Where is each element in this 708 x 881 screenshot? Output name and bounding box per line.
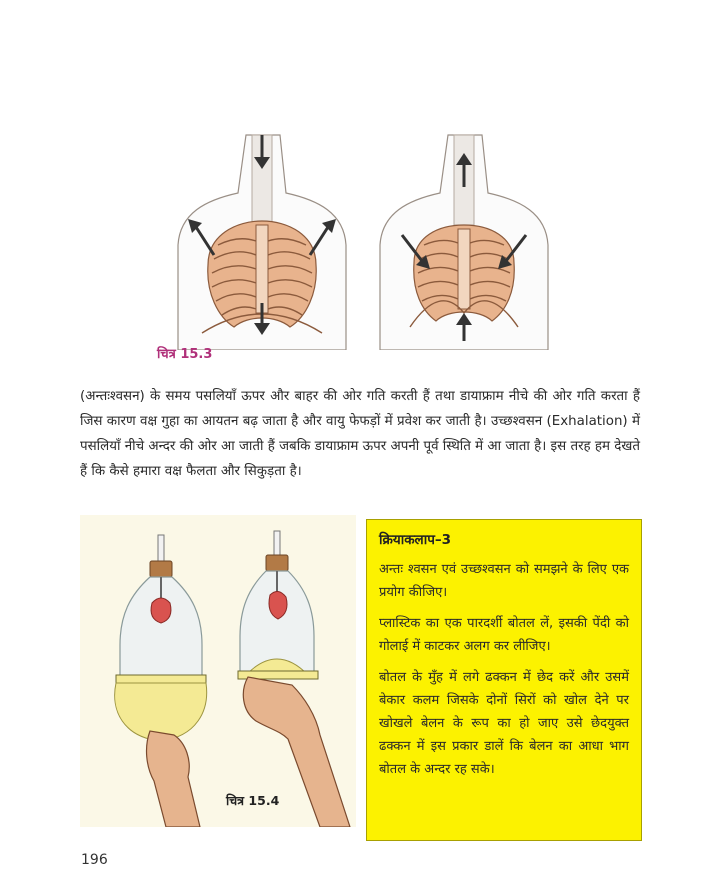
bottle-experiment-illustration — [80, 515, 356, 827]
hand-left — [147, 731, 200, 827]
activity-step-2: प्लास्टिक का एक पारदर्शी बोतल लें, इसकी पेंदी को गोलाई में काटकर अलग कर लीजिए। — [379, 616, 629, 654]
bottle-right — [238, 531, 318, 679]
figure-caption-15-3: चित्र 15.3 — [157, 347, 213, 362]
breathing-diagram — [148, 95, 568, 350]
body-paragraph: (अन्तःश्वसन) के समय पसलियाँ ऊपर और बाहर की ओर गति करती हैं तथा डायाफ्राम नीचे की ओर गति करता हैं जिस कारण वक्ष गुहा का आयतन बढ़ जाता है और वायु फेफड़ों में प्रवेश कर जाती है। उच्छश्वसन (Exhalation) में पसलियाँ नीचे अन्दर की ओर आ जाती हैं जबकि डायाफ्राम ऊपर अपनी पूर्व स्थिति में आ जाता है। इस तरह हम देखते हैं कि कैसे हमारा वक्ष फैलता और सिकुड़ता है। — [80, 389, 640, 479]
activity-box — [366, 519, 642, 841]
bottle-left — [115, 535, 207, 741]
page-number: 196 — [81, 852, 108, 868]
activity-step-1: अन्तः श्वसन एवं उच्छश्वसन को समझने के लिए एक प्रयोग कीजिए। — [379, 562, 629, 600]
activity-step-3: बोतल के मुँह में लगे ढक्कन में छेद करें और उसमें बेकार कलम जिसके दोनों सिरों को खोल देने पर खोखले बेलन के रूप का हो जाए उसे छेदयुक्त ढक्कन में इस प्रकार डालें कि बेलन का आधा भाग बोतल के अन्दर रह सके। — [379, 670, 629, 777]
exhalation-ribcage — [410, 225, 518, 327]
figure-caption-15-4: चित्र 15.4 — [226, 793, 280, 808]
activity-title: क्रियाकलाप–3 — [379, 532, 452, 548]
